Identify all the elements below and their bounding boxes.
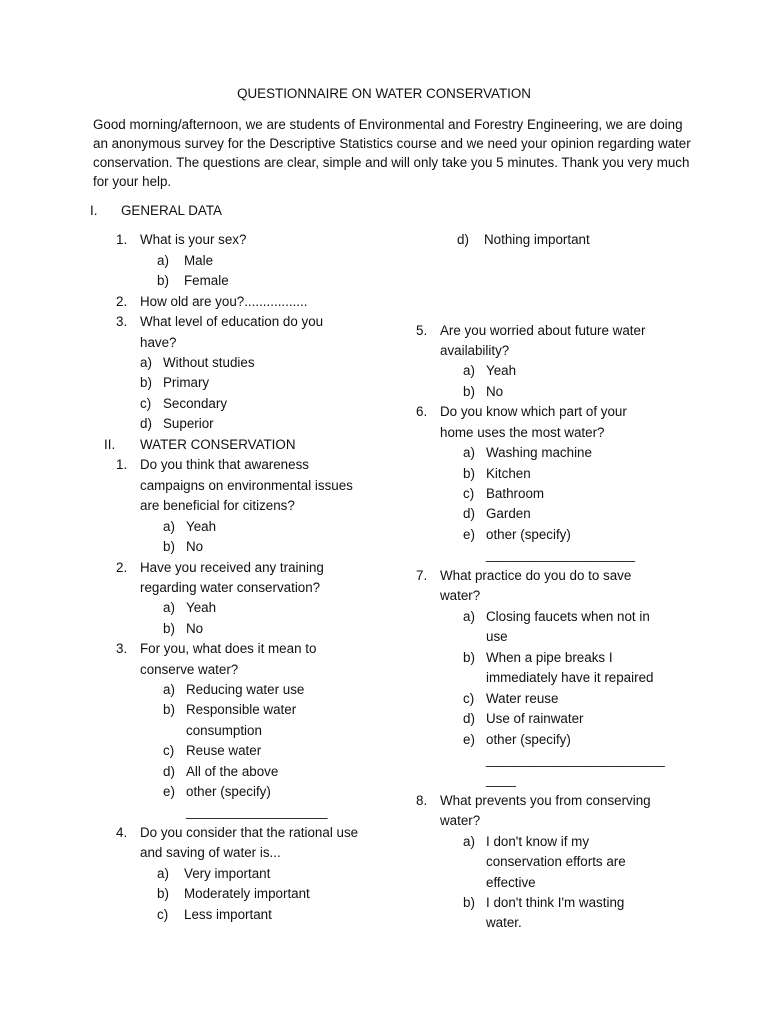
option-text: Reducing water use [186,682,305,697]
option-letter: a) [463,363,475,378]
option-letter: a) [463,834,475,849]
option-letter: a) [163,519,175,534]
option-text: No [186,539,204,554]
question-text: For you, what does it mean to [140,641,317,656]
option-text: other (specify) [186,784,271,799]
option-letter: b) [163,539,175,554]
option-letter: c) [163,743,175,758]
specify-blank-line: ________________________ [486,752,665,767]
specify-blank-line: ____ [486,772,516,787]
option-text: Yeah [186,519,217,534]
option-text: No [186,621,204,636]
option-text: No [486,384,504,399]
option-text: Nothing important [484,232,590,247]
option-letter: b) [163,621,175,636]
option-letter: a) [163,600,175,615]
option-letter: e) [163,784,175,799]
option-text: I don't know if my [486,834,590,849]
option-letter: b) [140,375,152,390]
option-text: use [486,629,508,644]
section-title: GENERAL DATA [121,203,222,218]
question-text: are beneficial for citizens? [140,498,295,513]
option-text: Male [184,253,214,268]
option-text: effective [486,875,536,890]
option-text: Responsible water [186,702,297,717]
question-text: What level of education do you [140,314,324,329]
option-text: Less important [184,907,272,922]
intro-line: Good morning/afternoon, we are students of Environmental and Forestry Engineering, we are doing [93,117,683,132]
option-text: Kitchen [486,466,531,481]
question-text: water? [440,813,481,828]
specify-blank-line: ____________________ [486,547,635,562]
option-text: Use of rainwater [486,711,584,726]
option-letter: e) [463,732,475,747]
question-number: 8. [416,793,428,808]
option-letter: a) [157,866,169,881]
option-letter: b) [463,384,475,399]
option-text: Moderately important [184,886,310,901]
option-letter: a) [157,253,169,268]
question-text: campaigns on environmental issues [140,478,353,493]
question-text: have? [140,335,177,350]
option-text: other (specify) [486,732,571,747]
option-text: conservation efforts are [486,854,626,869]
page-title: QUESTIONNAIRE ON WATER CONSERVATION [237,86,531,101]
question-text: What is your sex? [140,232,247,247]
question-text: What practice do you do to save [440,568,632,583]
option-letter: c) [157,907,169,922]
section-numeral: II. [104,437,116,452]
option-letter: d) [463,506,475,521]
option-letter: a) [140,355,152,370]
option-letter: a) [463,445,475,460]
option-text: Secondary [163,396,228,411]
question-text: home uses the most water? [440,425,605,440]
option-text: Female [184,273,229,288]
option-letter: a) [463,609,475,624]
option-text: Very important [184,866,271,881]
question-text: Do you consider that the rational use [140,825,359,840]
question-number: 1. [116,232,128,247]
question-text: Do you know which part of your [440,404,627,419]
option-letter: d) [163,764,175,779]
option-letter: b) [157,273,169,288]
intro-line: an anonymous survey for the Descriptive Statistics course and we need your opinion regarding water [93,136,691,151]
option-text: Garden [486,506,531,521]
option-letter: d) [463,711,475,726]
option-text: immediately have it repaired [486,670,654,685]
option-text: All of the above [186,764,279,779]
option-letter: b) [463,650,475,665]
question-text: Are you worried about future water [440,323,646,338]
section-title: WATER CONSERVATION [140,437,296,452]
option-letter: b) [157,886,169,901]
question-text: and saving of water is... [140,845,281,860]
option-text: Yeah [186,600,217,615]
question-number: 3. [116,641,128,656]
option-letter: c) [463,486,475,501]
option-text: Water reuse [486,691,559,706]
option-text: When a pipe breaks I [486,650,613,665]
question-text: Do you think that awareness [140,457,309,472]
option-letter: c) [140,396,152,411]
option-letter: d) [140,416,152,431]
section-numeral: I. [90,203,98,218]
option-letter: b) [163,702,175,717]
option-text: Bathroom [486,486,545,501]
question-number: 7. [416,568,428,583]
option-text: other (specify) [486,527,571,542]
question-text: What prevents you from conserving [440,793,651,808]
option-letter: a) [163,682,175,697]
question-text: How old are you?................. [140,294,308,309]
option-text: water. [486,915,522,930]
question-text: conserve water? [140,662,239,677]
option-text: Washing machine [486,445,592,460]
question-text: availability? [440,343,510,358]
option-letter: b) [463,895,475,910]
option-text: Superior [163,416,214,431]
question-text: water? [440,588,481,603]
option-text: Reuse water [186,743,262,758]
option-letter: e) [463,527,475,542]
option-text: Closing faucets when not in [486,609,650,624]
question-number: 1. [116,457,128,472]
option-text: Without studies [163,355,255,370]
question-number: 5. [416,323,428,338]
question-number: 6. [416,404,428,419]
option-letter: d) [457,232,469,247]
question-text: Have you received any training [140,560,324,575]
option-text: Yeah [486,363,517,378]
intro-paragraph [93,115,691,191]
specify-blank-line: ___________________ [186,804,328,819]
intro-line: conservation. The questions are clear, simple and will only take you 5 minutes. Thank you very much [93,155,690,170]
question-number: 4. [116,825,128,840]
option-text: I don't think I'm wasting [486,895,625,910]
option-letter: b) [463,466,475,481]
question-number: 2. [116,294,128,309]
option-text: consumption [186,723,262,738]
option-letter: c) [463,691,475,706]
question-text: regarding water conservation? [140,580,321,595]
question-number: 2. [116,560,128,575]
option-text: Primary [163,375,210,390]
question-number: 3. [116,314,128,329]
intro-line: for your help. [93,174,172,189]
